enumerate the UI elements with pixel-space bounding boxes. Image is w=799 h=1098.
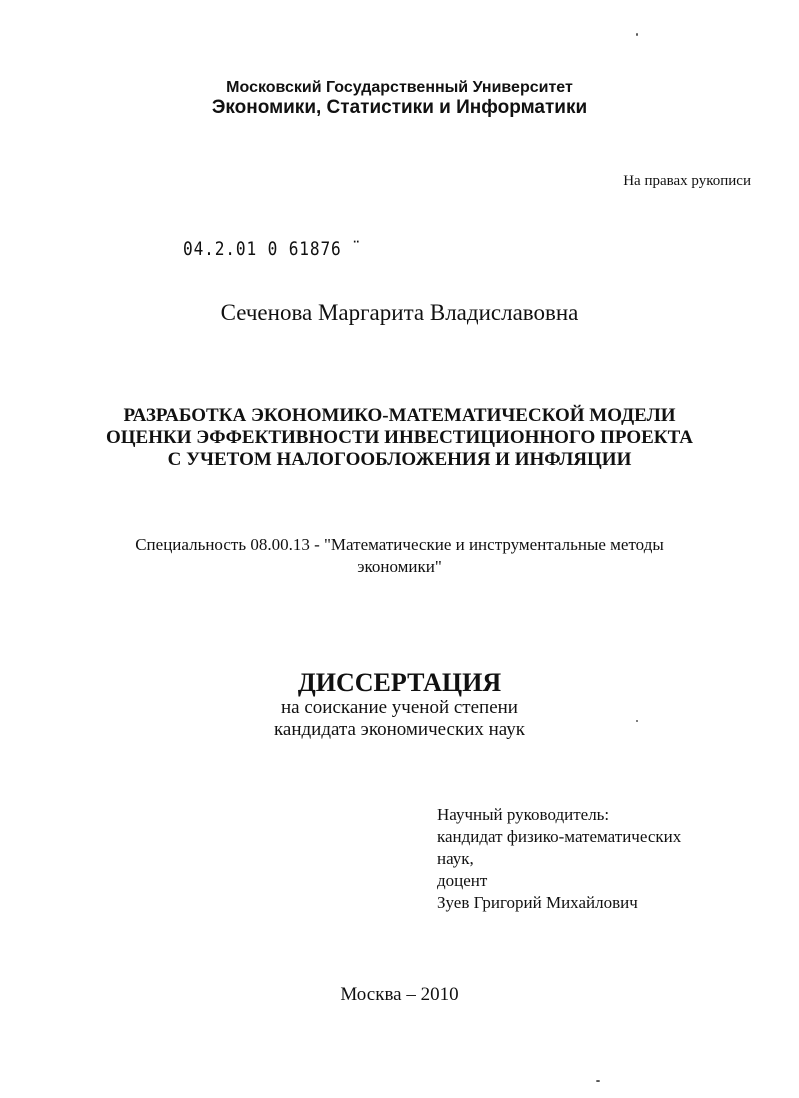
scan-speck bbox=[636, 33, 638, 36]
specialty-line: экономики" bbox=[357, 557, 442, 576]
university-name-line2: Экономики, Статистики и Информатики bbox=[211, 97, 588, 118]
degree-line: кандидата экономических наук bbox=[273, 719, 526, 740]
title-line: РАЗРАБОТКА ЭКОНОМИКО-МАТЕМАТИЧЕСКОЙ МОДЕЛИ bbox=[123, 405, 676, 426]
scan-speck bbox=[636, 720, 638, 722]
advisor-line: Зуев Григорий Михайлович bbox=[437, 893, 638, 912]
manuscript-rights-note: На правах рукописи bbox=[623, 173, 751, 189]
degree-statement bbox=[0, 697, 799, 741]
specialty-line: Специальность 08.00.13 - "Математические и инструментальные методы bbox=[135, 535, 664, 554]
scan-speck bbox=[596, 1080, 600, 1082]
advisor-line: Научный руководитель: bbox=[437, 805, 610, 824]
registration-number-stamp: 04.2.01 0 61876 ̈ bbox=[183, 238, 353, 260]
author-name: Сеченова Маргарита Владиславовна bbox=[220, 300, 579, 325]
title-line: ОЦЕНКИ ЭФФЕКТИВНОСТИ ИНВЕСТИЦИОННОГО ПРОЕКТА bbox=[105, 427, 694, 448]
specialty bbox=[0, 534, 799, 578]
city-year: Москва – 2010 bbox=[340, 984, 459, 1005]
dissertation-title bbox=[0, 405, 799, 471]
scientific-advisor bbox=[437, 804, 681, 914]
advisor-line: кандидат физико-математических bbox=[437, 827, 682, 846]
document-type: ДИССЕРТАЦИЯ bbox=[297, 668, 502, 697]
advisor-line: наук, bbox=[437, 849, 474, 868]
title-line: С УЧЕТОМ НАЛОГООБЛОЖЕНИЯ И ИНФЛЯЦИИ bbox=[167, 449, 632, 470]
university-name-line1: Московский Государственный Университет bbox=[226, 79, 573, 96]
degree-line: на соискание ученой степени bbox=[281, 697, 518, 718]
advisor-line: доцент bbox=[437, 871, 488, 890]
